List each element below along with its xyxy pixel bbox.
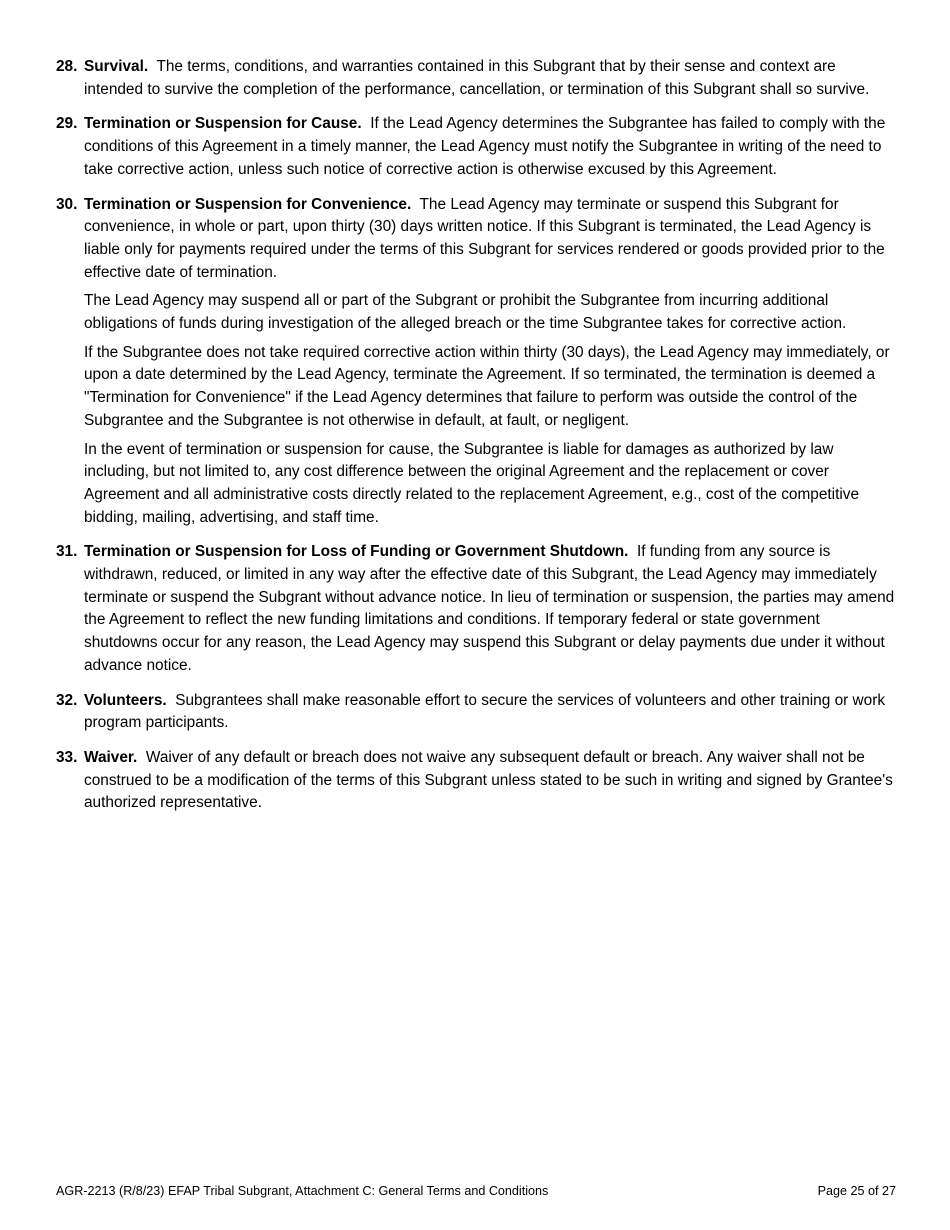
- section-paragraph: The Lead Agency may suspend all or part of the Subgrant or prohibit the Subgrantee from incurring additional obligations of funds during investigation of the alleged breach or the time Subgrantee takes for corrective action.: [84, 292, 847, 333]
- paragraph-text: Waiver of any default or breach does not waive any subsequent default or breach. Any waiver shall not be construed to be a modification of the terms of this Subgrant unless stated to be such in writing and signed by Grantee's authorized representative.: [84, 748, 893, 812]
- section-33: [56, 747, 896, 815]
- section-31: [56, 541, 896, 677]
- section-heading: Termination or Suspension for Convenience.: [84, 195, 412, 213]
- section-heading: Survival.: [84, 58, 149, 75]
- paragraph-text: The terms, conditions, and warranties contained in this Subgrant that by their sense and context are intended to survive the completion of the performance, cancellation, or termination of this Subgrant shall so survive.: [84, 58, 870, 98]
- section-32: [56, 690, 896, 735]
- document-body: [56, 56, 896, 827]
- paragraph-text: If funding from any source is withdrawn, reduced, or limited in any way after the effective date of this Subgrant, the Lead Agency may immediately terminate or suspend the Subgrant without advance notice. In lieu of termination or suspension, the parties may amend the Agreement to reflect the new funding limitations and conditions. If temporary federal or state government shutdowns occur for any reason, the Lead Agency may suspend this Subgrant or delay payments due under it without advance notice.: [84, 543, 895, 674]
- section-paragraph: [84, 194, 896, 285]
- section-paragraph: In the event of termination or suspension for cause, the Subgrantee is liable for damages as authorized by law including, but not limited to, any cost difference between the original Agreement and the replacement or cover Agreement and all administrative costs directly related to the replacement Agreement, e.g., cost of the competitive bidding, mailing, advertising, and staff time.: [84, 440, 860, 526]
- section-number: 30.: [56, 195, 78, 213]
- section-paragraph: [84, 113, 896, 181]
- section-heading: Termination or Suspension for Cause.: [84, 115, 362, 133]
- section-paragraph: [84, 690, 896, 735]
- section-heading: Termination or Suspension for Loss of Funding or Government Shutdown.: [84, 543, 629, 561]
- section-number: 32.: [56, 691, 78, 709]
- section-number: 28.: [56, 58, 78, 75]
- section-number: 31.: [56, 543, 78, 561]
- section-paragraph: [84, 747, 896, 815]
- section-30: [56, 194, 896, 530]
- section-paragraph: If the Subgrantee does not take required corrective action within thirty (30 days), the Lead Agency may immediately, or upon a date determined by the Lead Agency, terminate the Agreement. If so terminated, the termination is deemed a "Termination for Convenience" if the Lead Agency determines that failure to perform was outside the control of the Subgrantee and the Subgrantee is not otherwise in default, at fault, or negligent.: [84, 343, 890, 429]
- paragraph-text: Subgrantees shall make reasonable effort to secure the services of volunteers and other training or work program participants.: [84, 691, 886, 732]
- section-number: 29.: [56, 115, 78, 133]
- page-number: Page 25 of 27: [817, 1184, 896, 1198]
- section-heading: Waiver.: [84, 748, 138, 766]
- section-number: 33.: [56, 748, 78, 766]
- paragraph-text: The Lead Agency may terminate or suspend this Subgrant for convenience, in whole or part, upon thirty (30) days written notice. If this Subgrant is terminated, the Lead Agency is liable only for payments required under the terms of this Subgrant for services rendered or goods provided prior to the effective date of termination.: [84, 195, 885, 281]
- paragraph-text: If the Lead Agency determines the Subgrantee has failed to comply with the conditions of this Agreement in a timely manner, the Lead Agency must notify the Subgrantee in writing of the need to take corrective action, unless such notice of corrective action is otherwise excused by this Agreement.: [84, 115, 886, 178]
- section-28: [56, 56, 896, 101]
- section-paragraph: [84, 541, 896, 677]
- section-heading: Volunteers.: [84, 691, 167, 709]
- section-29: [56, 113, 896, 181]
- section-paragraph: [84, 56, 896, 101]
- footer-document-id: AGR-2213 (R/8/23) EFAP Tribal Subgrant, Attachment C: General Terms and Conditions: [56, 1184, 549, 1198]
